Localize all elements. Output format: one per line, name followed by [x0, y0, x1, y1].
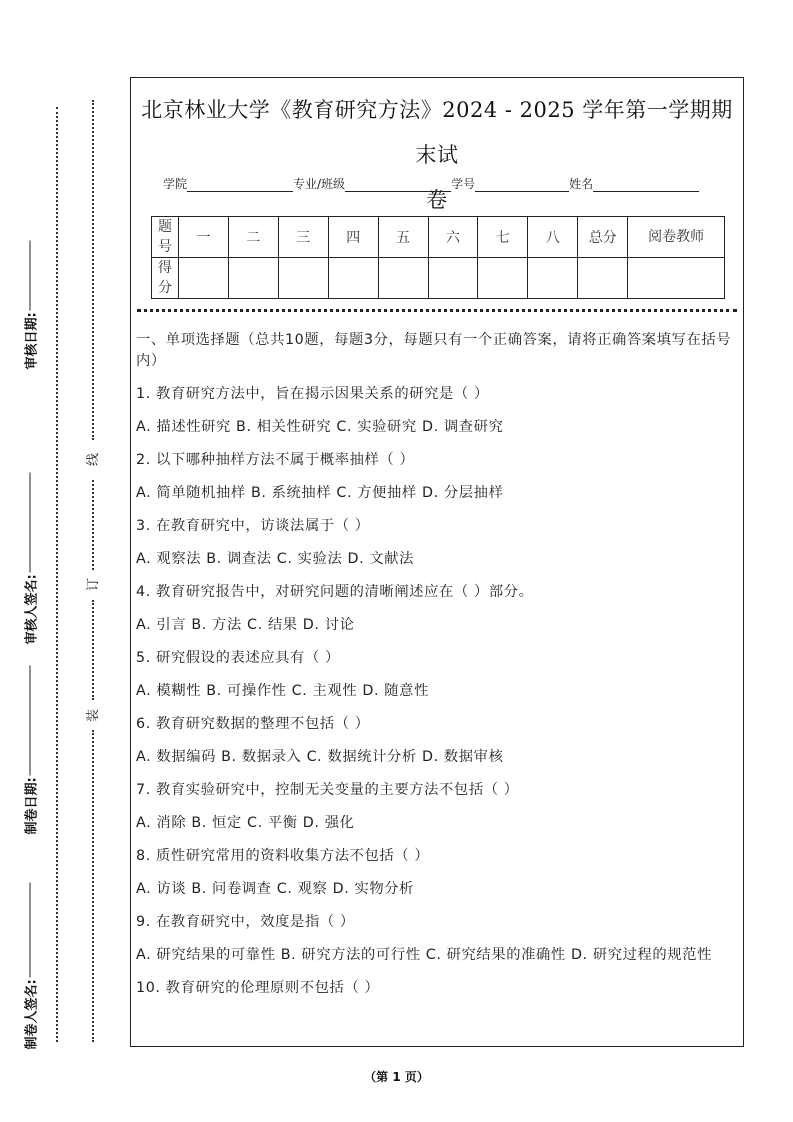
binding-dotted-line-top	[92, 100, 94, 440]
options-3: A. 观察法 B. 调查法 C. 实验法 D. 文献法	[136, 551, 415, 567]
score-cell[interactable]	[578, 258, 628, 299]
score-cell[interactable]	[478, 258, 528, 299]
score-cell[interactable]	[328, 258, 378, 299]
question-4: 4. 教育研究报告中，对研究问题的清晰阐述应在（ ）部分。	[136, 584, 534, 600]
options-8: A. 访谈 B. 问卷调查 C. 观察 D. 实物分析	[136, 881, 415, 897]
score-cell[interactable]	[628, 258, 725, 299]
table-header-cell: 六	[428, 217, 478, 258]
exam-frame	[130, 77, 744, 1047]
table-header-cell: 一	[179, 217, 229, 258]
question-6: 6. 教育研究数据的整理不包括（ ）	[136, 716, 370, 732]
student-id-label: 学号	[451, 177, 476, 191]
options-9: A. 研究结果的可靠性 B. 研究方法的可行性 C. 研究结果的准确性 D. 研究过程的规范性	[136, 947, 713, 963]
table-header-cell: 二	[228, 217, 278, 258]
score-cell[interactable]	[179, 258, 229, 299]
table-row-label: 得分	[152, 258, 179, 299]
major-class-label: 专业/班级	[293, 177, 346, 191]
score-table	[151, 216, 725, 299]
question-10: 10. 教育研究的伦理原则不包括（ ）	[136, 980, 380, 996]
college-label: 学院	[163, 177, 188, 191]
question-1: 1. 教育研究方法中，旨在揭示因果关系的研究是（ ）	[136, 386, 489, 402]
major-class-input[interactable]	[345, 179, 451, 192]
student-info-row	[163, 175, 699, 192]
binding-dotted-line-bottom	[92, 730, 94, 1042]
name-input[interactable]	[593, 179, 699, 192]
question-2: 2. 以下哪种抽样方法不属于概率抽样（ ）	[136, 452, 415, 468]
score-table-score-row	[152, 258, 725, 299]
question-7: 7. 教育实验研究中，控制无关变量的主要方法不包括（ ）	[136, 782, 519, 798]
score-cell[interactable]	[428, 258, 478, 299]
table-header-cell: 总分	[578, 217, 628, 258]
table-header-cell: 四	[328, 217, 378, 258]
binding-dotted-line-mid2	[92, 600, 94, 700]
binding-char-zhuang: 装	[86, 708, 102, 723]
table-header-cell: 五	[378, 217, 428, 258]
table-header-cell: 七	[478, 217, 528, 258]
score-cell[interactable]	[278, 258, 328, 299]
score-cell[interactable]	[378, 258, 428, 299]
maker-sign-field: 制卷人签名:	[21, 850, 40, 1050]
table-header-cell: 八	[528, 217, 578, 258]
college-input[interactable]	[187, 179, 293, 192]
options-7: A. 消除 B. 恒定 C. 平衡 D. 强化	[136, 815, 355, 831]
reviewer-sign-field: 审核人签名:	[21, 445, 40, 645]
question-5: 5. 研究假设的表述应具有（ ）	[136, 650, 340, 666]
score-table-header-row	[152, 217, 725, 258]
question-8: 8. 质性研究常用的资料收集方法不包括（ ）	[136, 848, 430, 864]
options-5: A. 模糊性 B. 可操作性 C. 主观性 D. 随意性	[136, 683, 429, 699]
binding-dotted-line-mid	[92, 480, 94, 570]
question-3: 3. 在教育研究中，访谈法属于（ ）	[136, 518, 370, 534]
binding-char-xian: 线	[86, 452, 102, 467]
student-id-input[interactable]	[475, 179, 569, 192]
question-9: 9. 在教育研究中，效度是指（ ）	[136, 914, 355, 930]
section-heading: 一、单项选择题（总共10题，每题3分，每题只有一个正确答案，请将正确答案填写在括号内）	[136, 332, 732, 369]
maker-date-field: 制卷日期:	[21, 635, 40, 835]
binding-char-ding: 订	[86, 577, 102, 592]
name-label: 姓名	[569, 177, 594, 191]
score-cell[interactable]	[528, 258, 578, 299]
options-1: A. 描述性研究 B. 相关性研究 C. 实验研究 D. 调查研究	[136, 419, 504, 435]
table-header-cell: 题号	[152, 217, 179, 258]
dotted-separator	[137, 309, 737, 312]
table-header-cell: 阅卷教师	[628, 217, 725, 258]
exam-title: 北京林业大学《教育研究方法》2024 - 2025 学年第一学期期末试 卷	[141, 98, 733, 212]
options-2: A. 简单随机抽样 B. 系统抽样 C. 方便抽样 D. 分层抽样	[136, 485, 504, 501]
options-6: A. 数据编码 B. 数据录入 C. 数据统计分析 D. 数据审核	[136, 749, 504, 765]
page-footer: （第 1 页）	[364, 1070, 429, 1084]
table-header-cell: 三	[278, 217, 328, 258]
outer-dotted-line	[56, 107, 58, 1042]
options-4: A. 引言 B. 方法 C. 结果 D. 讨论	[136, 617, 355, 633]
section-one	[136, 330, 740, 999]
score-cell[interactable]	[228, 258, 278, 299]
reviewer-date-field: 审核日期:	[21, 220, 40, 370]
